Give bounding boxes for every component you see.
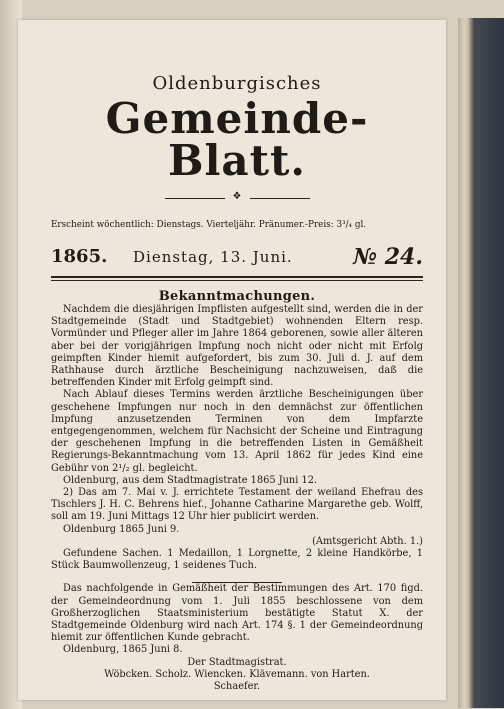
publication-title-top: Oldenburgisches (152, 73, 322, 94)
signatures-line: Wöbcken. Scholz. Wiencken. Klävemann. von Harten. (104, 668, 370, 680)
book-spine (458, 18, 504, 708)
found-items: Gefundene Sachen. 1 Medaillon, 1 Lorgnette, 2 kleine Handkörbe, 1 Stück Baumwollenzeug, 1 seidenes Tuch. (51, 548, 423, 572)
issue-date: Dienstag, 13. Juni. (133, 248, 293, 266)
paragraph-1: Nachdem die diesjährigen Impflisten aufgestellt sind, werden die in der Stadtgemeinde (Stadt und Stadtgebiet) wohnenden Eltern resp. Vormünder und Pfleger aller im Jahre 1864 geborenen, sowie aller älteren aber bei der vorigjährigen Impfung noch nicht oder nicht mit Erfolg geimpften Kinder hiemit aufgefordert, bis zum 30. Juli d. J. auf dem Rathhause durch ärztliche Bescheinigung nachzuweisen, daß die betreffenden Kinder mit Erfolg geimpft sind. (51, 304, 423, 389)
section-title: Bekanntmachungen. (158, 289, 316, 304)
paragraph-2: Nach Ablauf dieses Termins werden ärztliche Bescheinigungen über geschehene Impfungen nur noch in den demnächst zur öffentlichen Impfung anzusetzenden Terminen von dem Impfarzte entgegengenommen, welchem für Nachsicht der Scheine und Eintragung der geschehenen Impfung in die betreffenden Listen in Gemäßheit Regierungs-Bekanntmachung vom 13. April 1862 für jedes Kind eine Gebühr von 2¹/₂ gl. begleicht. (51, 389, 423, 474)
document-page (18, 20, 446, 700)
magistrate-heading: Der Stadtmagistrat. (187, 656, 287, 668)
notice-place-date: Oldenburg, 1865 Juni 8. (63, 644, 183, 656)
signatures-last: Schaefer. (213, 681, 261, 693)
statute-notice: Das nachfolgende in Gemäßheit der Bestimmungen des Art. 170 figd. der Gemeindeordnung vom 1. Juli 1855 beschlossene von dem Großherzoglichen Staatsministerium bestätigte Statut X. der Stadtgemeinde Oldenburg wird nach Art. 174 §. 1 der Gemeindeordnung hiemit zur öffentlichen Kunde gebracht. (51, 583, 423, 644)
paragraph-3: Oldenburg, aus dem Stadtmagistrate 1865 Juni 12. (63, 474, 318, 486)
masthead-rule (51, 276, 423, 281)
publication-subtitle: Erscheint wöchentlich: Dienstags. Vierteljähr. Pränumer.-Preis: 3³/₄ gl. (51, 220, 367, 230)
court-note: (Amtsgericht Abth. 1.) (312, 535, 423, 547)
issue-year: 1865. (51, 246, 108, 267)
issue-row (51, 246, 423, 276)
issue-number: № 24. (353, 244, 423, 270)
paragraph-4: 2) Das am 7. Mai v. J. errichtete Testament der weiland Ehefrau des Tischlers J. H. C. Behrens hief., Johanne Catharine Margarethe geb. Wolff, soll am 19. Juni Mittags 12 Uhr hier publicirt werden. (51, 487, 423, 523)
ornament-icon: ❖ (225, 192, 250, 202)
publication-title-main: Gemeinde-Blatt. (105, 94, 369, 185)
title-ornament (165, 192, 310, 204)
paragraph-5: Oldenburg 1865 Juni 9. (63, 523, 180, 535)
page-content (51, 62, 423, 693)
